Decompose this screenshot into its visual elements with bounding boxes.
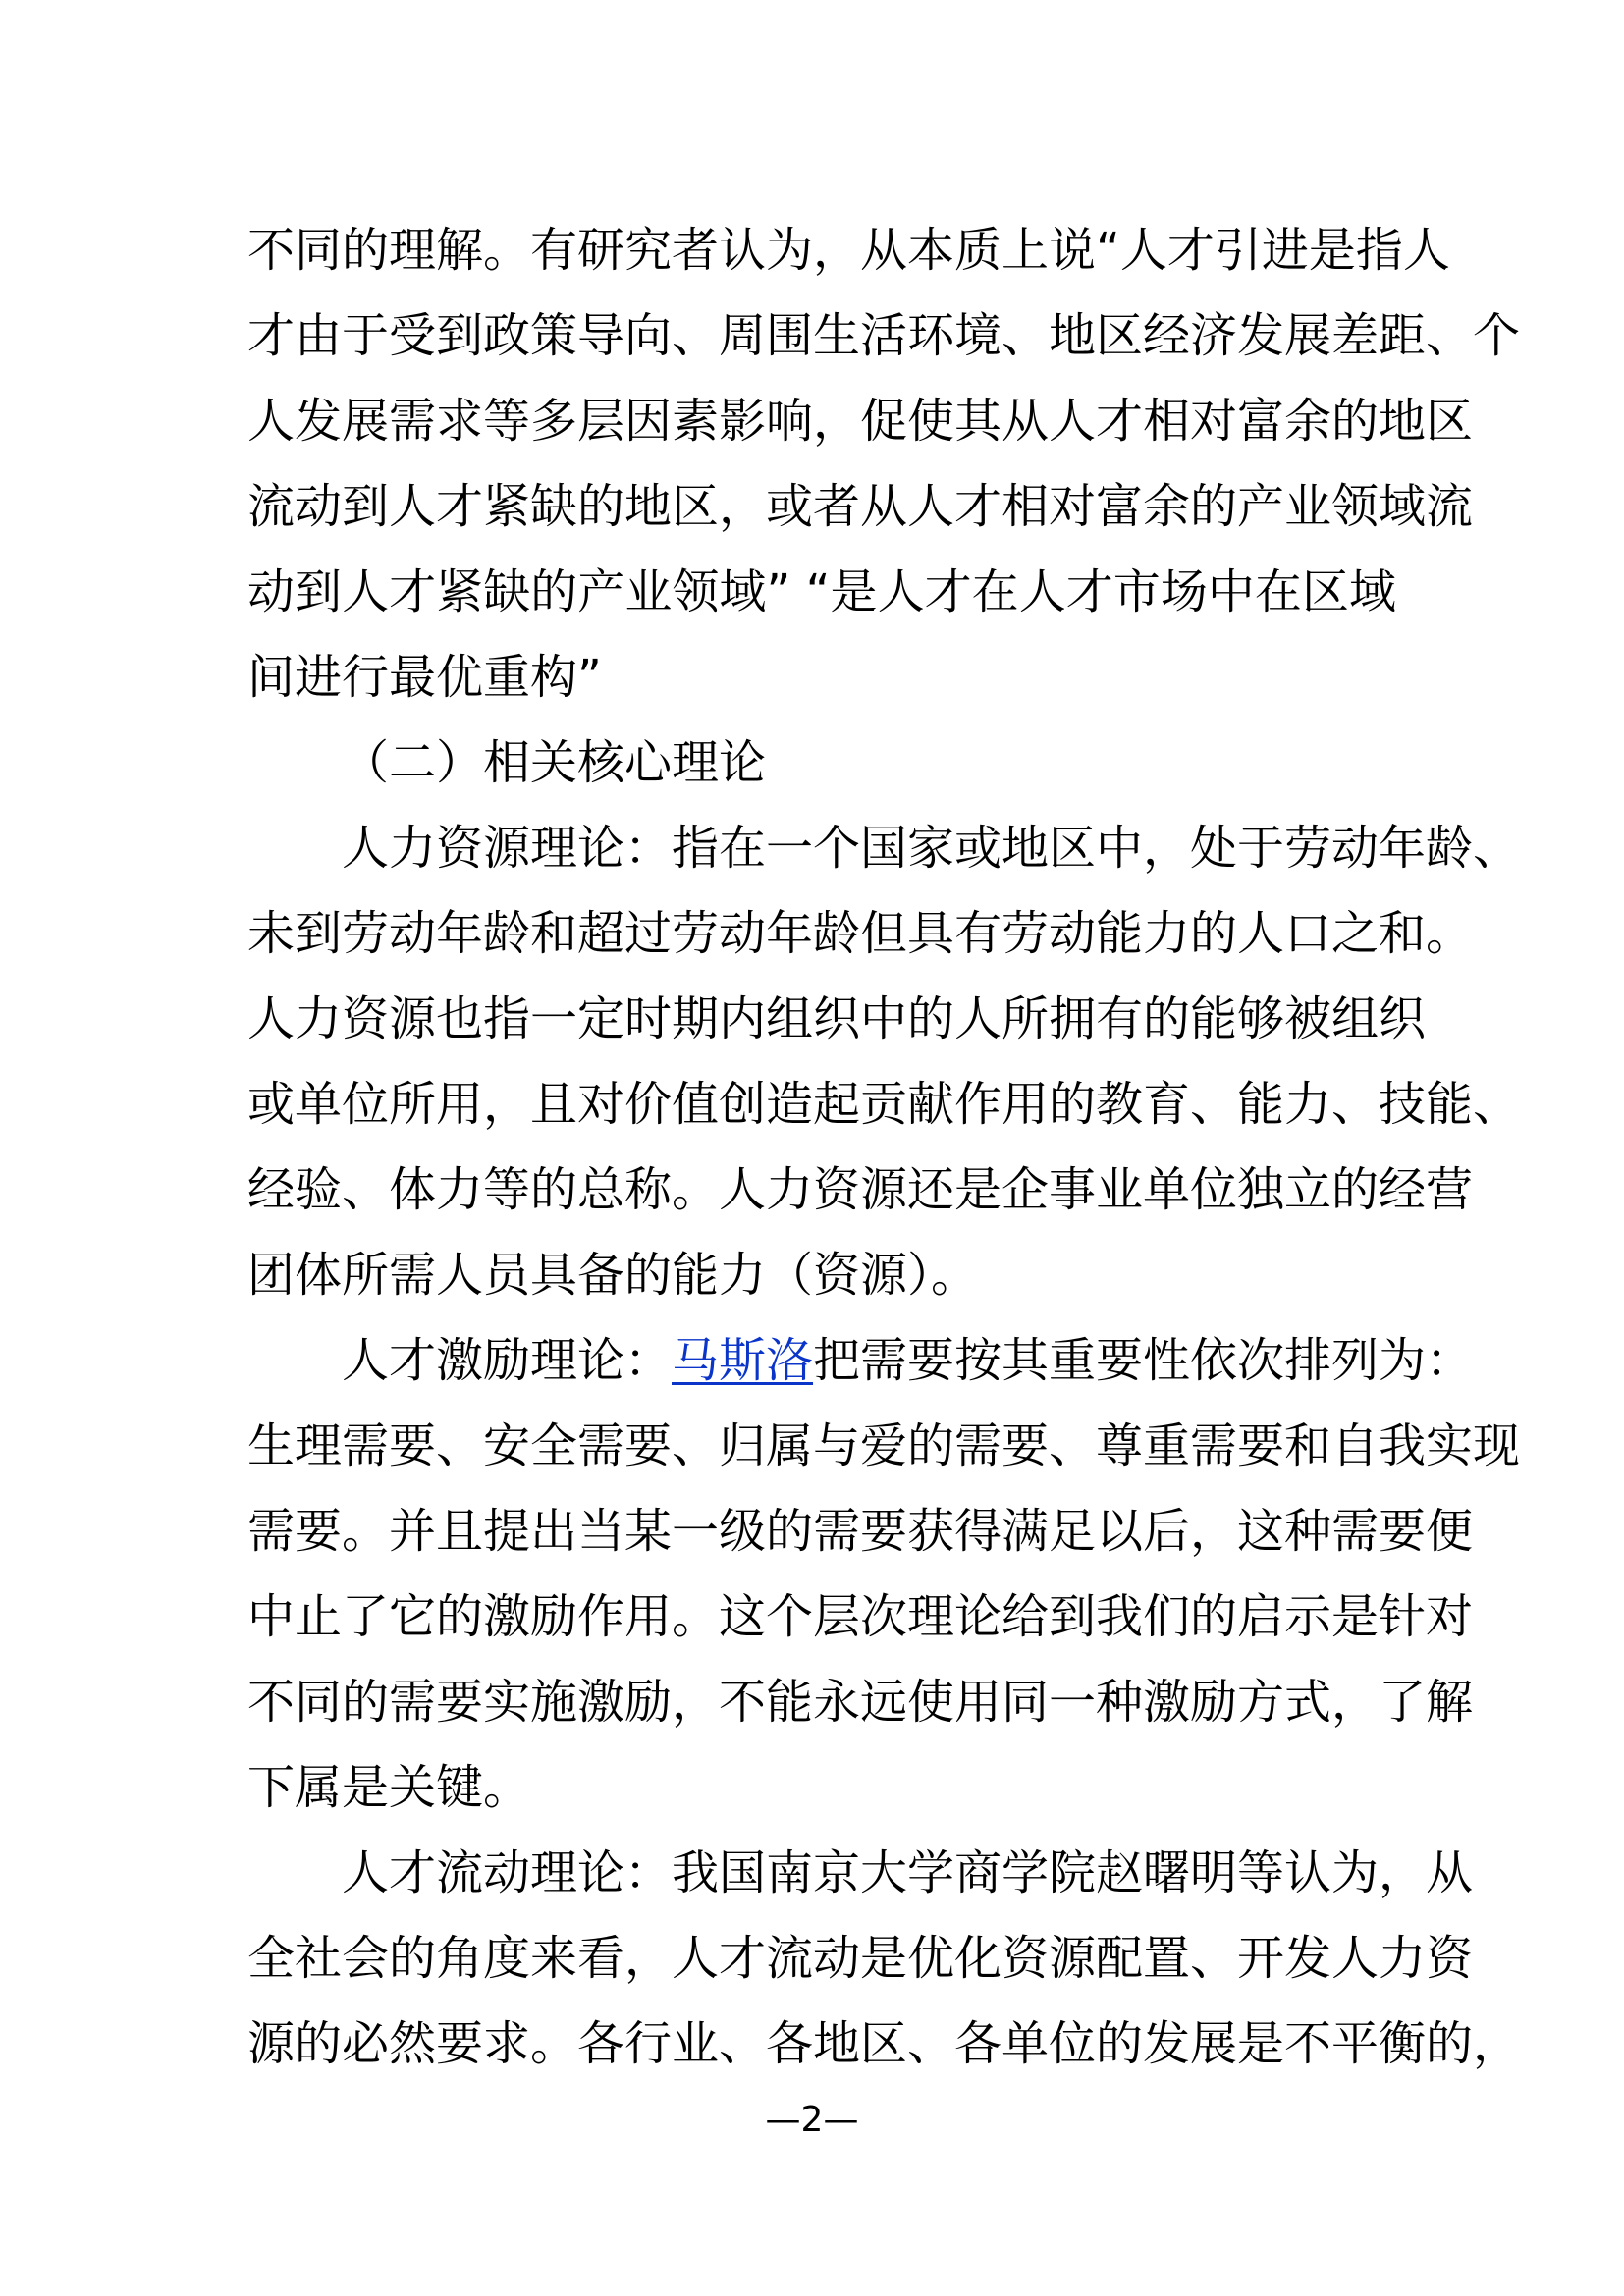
paragraph-motivation-start	[247, 1318, 1474, 1404]
text-line-2: 才由于受到政策导向、周围生活环境、地区经济发展差距、个	[247, 308, 1521, 363]
text-line-13: 团体所需人员具备的能力（资源）。	[247, 1248, 979, 1303]
text-line-18: 不同的需要实施激励，不能永远使用同一种激励方式，了解	[247, 1675, 1474, 1730]
text-line-22: 源的必然要求。各行业、各地区、各单位的发展是不平衡的，	[247, 2016, 1521, 2071]
text-line-4: 流动到人才紧缺的地区，或者从人才相对富余的产业领域流	[247, 479, 1474, 534]
paragraph-talent-flow-start: 人才流动理论：我国南京大学商学院赵曙明等认为，从	[342, 1845, 1474, 1900]
text-line-17: 中止了它的激励作用。这个层次理论给到我们的启示是针对	[247, 1589, 1474, 1644]
paragraph-human-resource-start: 人力资源理论：指在一个国家或地区中，处于劳动年龄、	[342, 821, 1521, 876]
text-line-5: 动到人才紧缺的产业领域” “是人才在人才市场中在区域	[247, 564, 1396, 619]
text-line-1: 不同的理解。有研究者认为，从本质上说“人才引进是指人	[247, 223, 1450, 278]
document-body	[247, 208, 1521, 2087]
text-line-19: 下属是关键。	[247, 1760, 531, 1815]
text-line-11: 或单位所用，且对价值创造起贡献作用的教育、能力、技能、	[247, 1077, 1521, 1132]
text-line-6: 间进行最优重构”	[247, 650, 602, 705]
text-line-3: 人发展需求等多层因素影响，促使其从人才相对富余的地区	[247, 394, 1474, 449]
text-line-9: 未到劳动年龄和超过劳动年龄但具有劳动能力的人口之和。	[247, 906, 1474, 961]
text-line-15: 生理需要、安全需要、归属与爱的需要、尊重需要和自我实现	[247, 1418, 1521, 1473]
motivation-suffix: 把需要按其重要性依次排列为：	[813, 1333, 1474, 1388]
motivation-prefix: 人才激励理论：	[342, 1333, 673, 1388]
maslow-link[interactable]: 马斯洛	[672, 1333, 814, 1388]
text-line-12: 经验、体力等的总称。人力资源还是企事业单位独立的经营	[247, 1162, 1474, 1217]
page-number: —2—	[765, 2100, 859, 2140]
text-line-16: 需要。并且提出当某一级的需要获得满足以后，这种需要便	[247, 1504, 1474, 1559]
text-line-21: 全社会的角度来看，人才流动是优化资源配置、开发人力资	[247, 1931, 1474, 1986]
section-heading: （二）相关核心理论	[342, 735, 767, 790]
text-line-10: 人力资源也指一定时期内组织中的人所拥有的能够被组织	[247, 991, 1427, 1046]
